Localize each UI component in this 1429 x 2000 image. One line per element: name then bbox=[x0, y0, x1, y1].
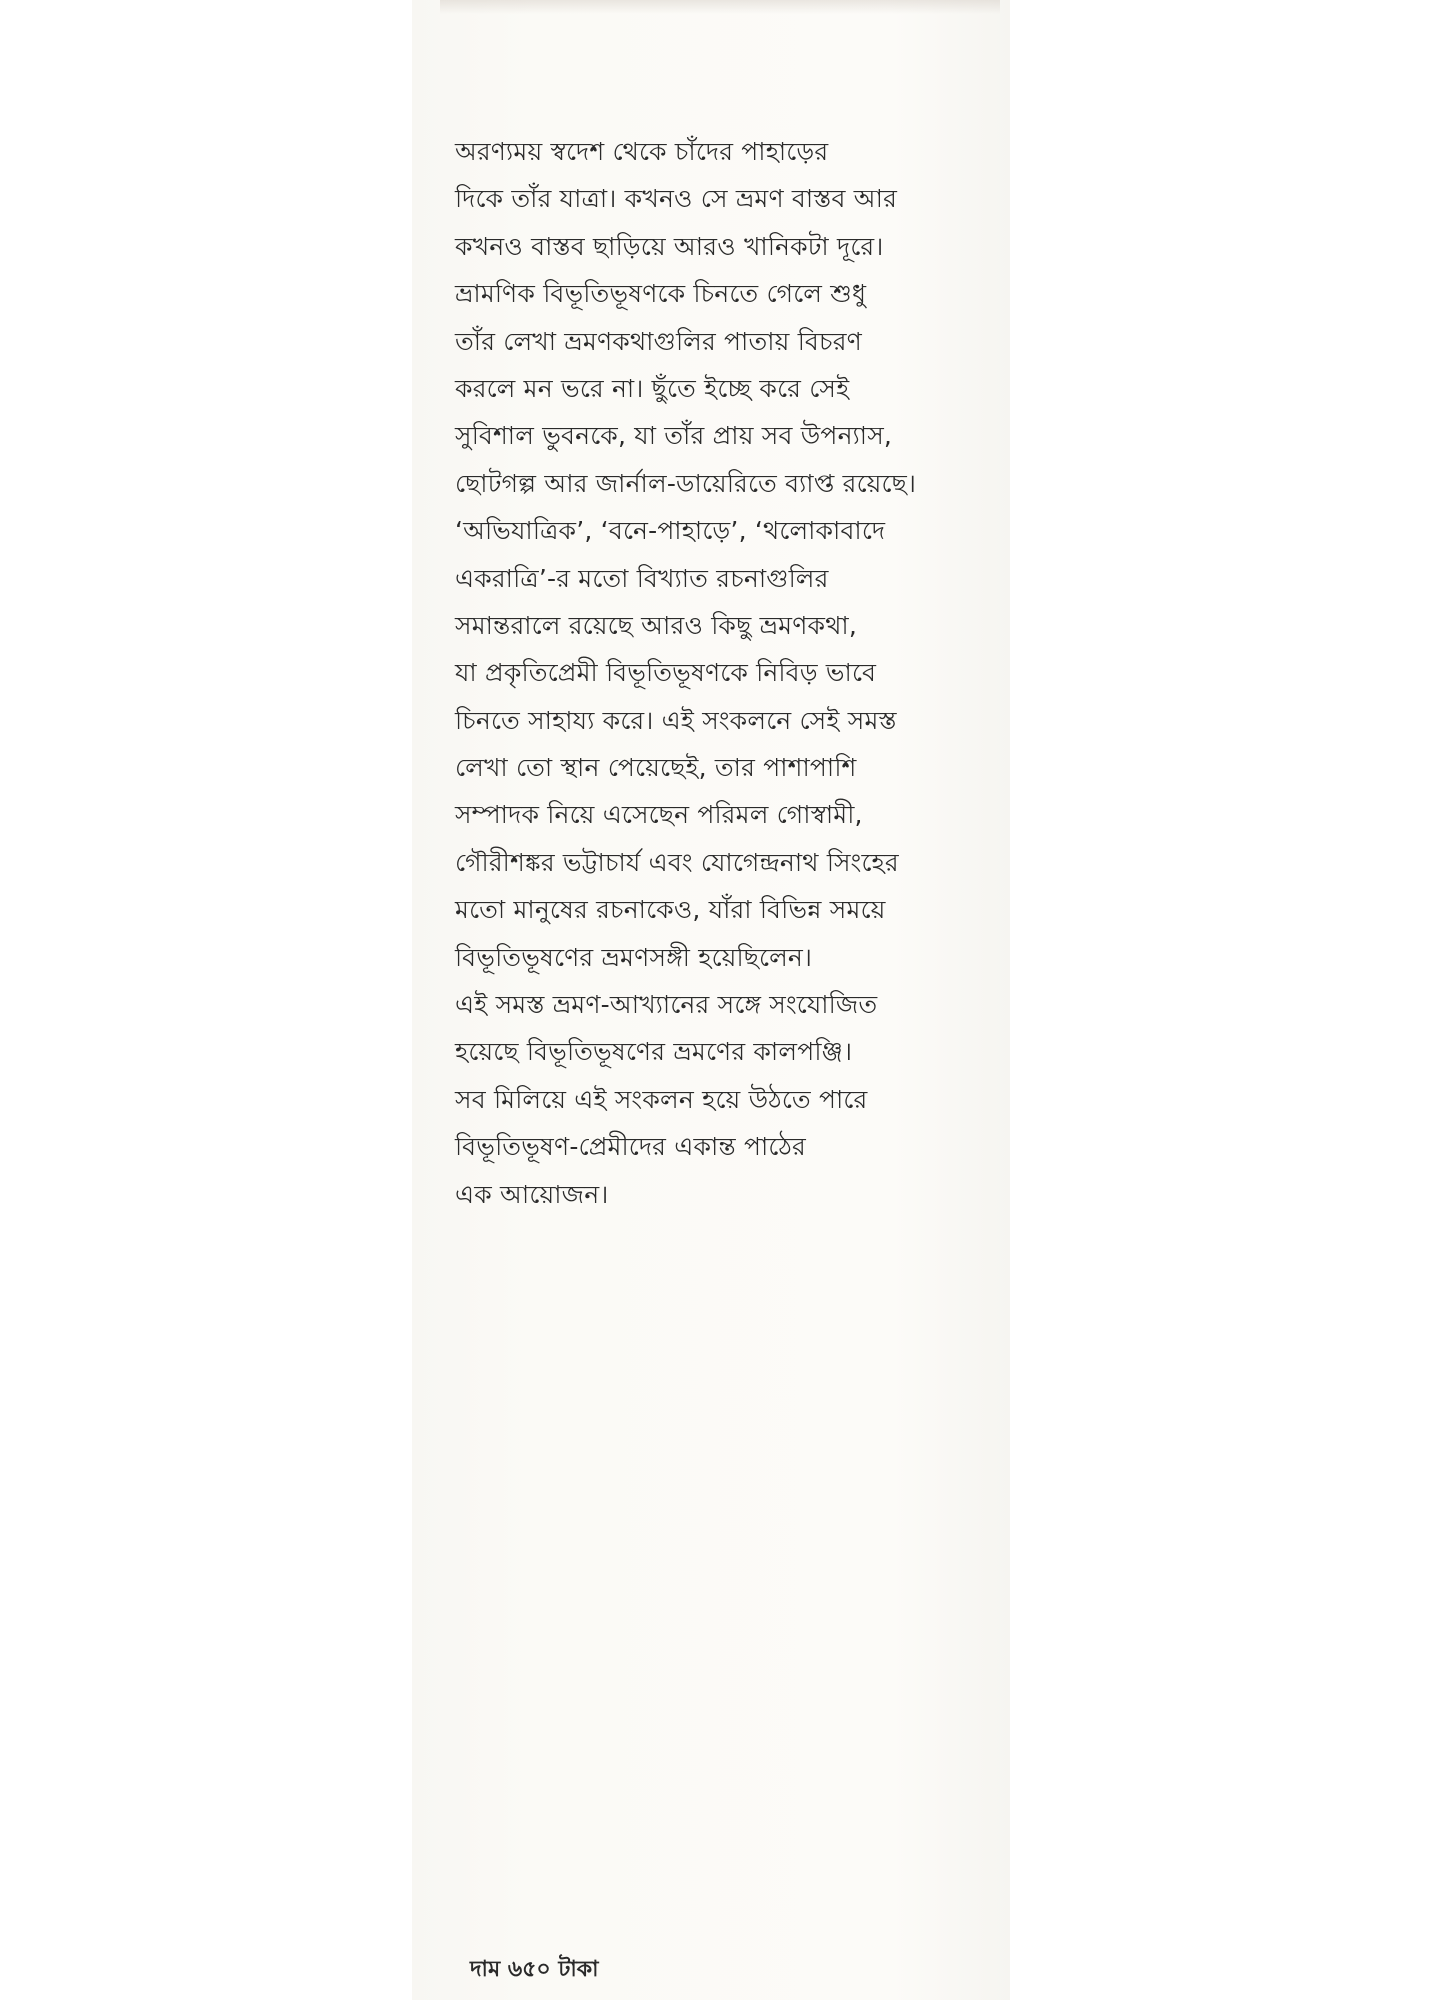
blurb-line: কখনও বাস্তব ছাড়িয়ে আরও খানিকটা দূরে। bbox=[455, 231, 884, 261]
blurb-line: ছোটগল্প আর জার্নাল-ডায়েরিতে ব্যাপ্ত রয়েছে। bbox=[455, 468, 917, 498]
blurb-line: ‘অভিযাত্রিক’, ‘বনে-পাহাড়ে’, ‘থলোকাবাদে bbox=[455, 516, 886, 546]
blurb-line: বিভূতিভূষণের ভ্রমণসঙ্গী হয়েছিলেন। bbox=[455, 942, 813, 972]
blurb-text bbox=[455, 128, 995, 1218]
blurb-line: সম্পাদক নিয়ে এসেছেন পরিমল গোস্বামী, bbox=[455, 800, 863, 830]
blurb-line: দিকে তাঁর যাত্রা। কখনও সে ভ্রমণ বাস্তব আর bbox=[455, 184, 898, 214]
blurb-line: বিভূতিভূষণ-প্রেমীদের একান্ত পাঠের bbox=[455, 1132, 806, 1162]
blurb-line: করলে মন ভরে না। ছুঁতে ইচ্ছে করে সেই bbox=[455, 373, 850, 403]
blurb-line: ভ্রামণিক বিভূতিভূষণকে চিনতে গেলে শুধু bbox=[455, 279, 867, 309]
blurb-line: হয়েছে বিভূতিভূষণের ভ্রমণের কালপঞ্জি। bbox=[455, 1037, 853, 1067]
blurb-line: অরণ্যময় স্বদেশ থেকে চাঁদের পাহাড়ের bbox=[455, 137, 829, 166]
blurb-line: সুবিশাল ভুবনকে, যা তাঁর প্রায় সব উপন্যাস, bbox=[455, 421, 893, 451]
blurb-line: এক আয়োজন। bbox=[455, 1179, 609, 1209]
blurb-line: তাঁর লেখা ভ্রমণকথাগুলির পাতায় বিচরণ bbox=[455, 326, 862, 356]
blurb-line: সমান্তরালে রয়েছে আরও কিছু ভ্রমণকথা, bbox=[455, 610, 858, 640]
blurb-line: মতো মানুষের রচনাকেও, যাঁরা বিভিন্ন সময়ে bbox=[455, 895, 886, 925]
price-label: দাম ৬৫০ টাকা bbox=[470, 1957, 599, 1982]
blurb-line: লেখা তো স্থান পেয়েছেই, তার পাশাপাশি bbox=[455, 753, 857, 783]
blurb-line: একরাত্রি’-র মতো বিখ্যাত রচনাগুলির bbox=[455, 563, 829, 593]
blurb-line: যা প্রকৃতিপ্রেমী বিভূতিভূষণকে নিবিড় ভাবে bbox=[455, 658, 877, 688]
blurb-line: সব মিলিয়ে এই সংকলন হয়ে উঠতে পারে bbox=[455, 1084, 868, 1114]
flap-top-shadow bbox=[440, 0, 1000, 14]
blurb-line: চিনতে সাহায্য করে। এই সংকলনে সেই সমস্ত bbox=[455, 705, 897, 735]
blurb-line: এই সমস্ত ভ্রমণ-আখ্যানের সঙ্গে সংযোজিত bbox=[455, 990, 878, 1020]
blurb-line: গৌরীশঙ্কর ভট্টাচার্য এবং যোগেন্দ্রনাথ সিংহের bbox=[455, 847, 899, 877]
